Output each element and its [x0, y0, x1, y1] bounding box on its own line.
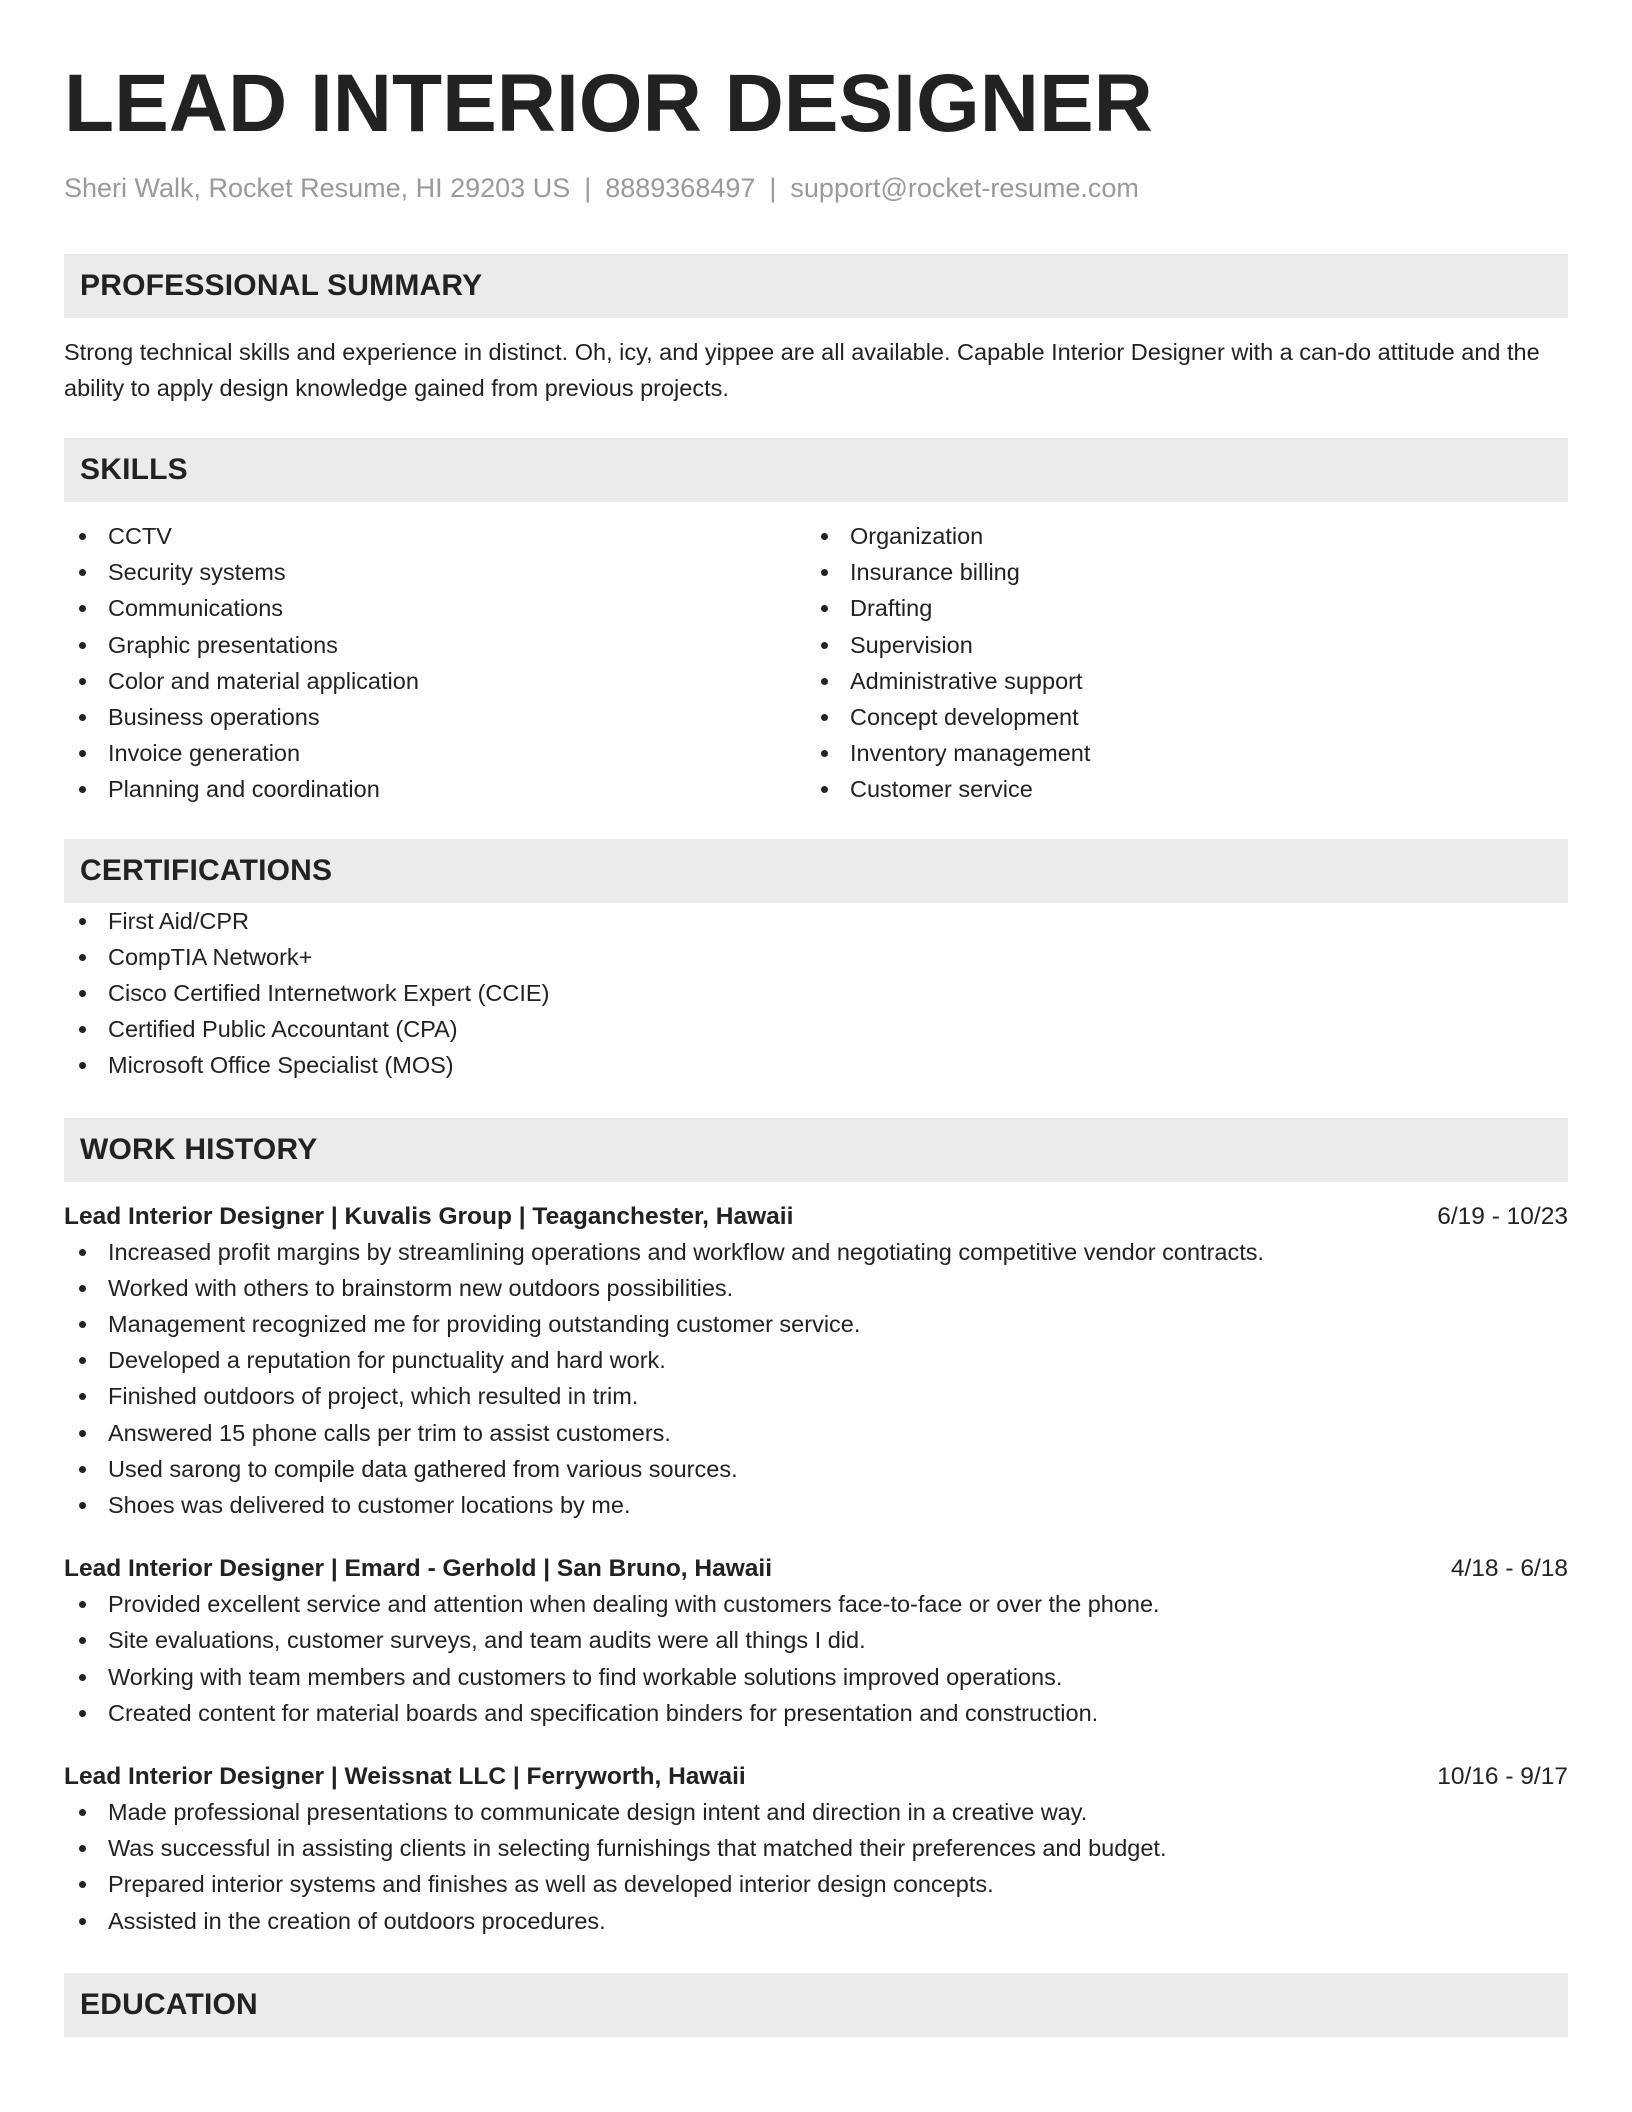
skill-item: Inventory management	[806, 735, 1548, 771]
skill-item: Administrative support	[806, 663, 1548, 699]
certification-item: Certified Public Accountant (CPA)	[64, 1011, 1568, 1047]
job-dates: 10/16 - 9/17	[1437, 1763, 1568, 1791]
job-bullet: Was successful in assisting clients in selecting furnishings that matched their preferences and budget.	[64, 1830, 1568, 1866]
contact-separator: |	[584, 173, 592, 203]
contact-line	[64, 172, 1568, 204]
skill-item: Color and material application	[64, 663, 806, 699]
job-title: Lead Interior Designer | Weissnat LLC | Ferryworth, Hawaii	[64, 1763, 746, 1791]
job-entry	[64, 1552, 1568, 1731]
job-bullet: Site evaluations, customer surveys, and team audits were all things I did.	[64, 1622, 1568, 1658]
skill-item: Business operations	[64, 699, 806, 735]
skill-item: Security systems	[64, 554, 806, 590]
job-header	[64, 1200, 1568, 1234]
section-heading-certifications: CERTIFICATIONS	[64, 839, 1568, 903]
skill-item: Planning and coordination	[64, 771, 806, 807]
certification-item: Cisco Certified Internetwork Expert (CCIE)	[64, 975, 1568, 1011]
job-bullet: Assisted in the creation of outdoors procedures.	[64, 1903, 1568, 1939]
certification-item: CompTIA Network+	[64, 939, 1568, 975]
skill-item: Customer service	[806, 771, 1548, 807]
job-bullet: Answered 15 phone calls per trim to assist customers.	[64, 1415, 1568, 1451]
skills-list-left	[64, 518, 806, 808]
job-bullet: Increased profit margins by streamlining operations and workflow and negotiating competitive vendor contracts.	[64, 1234, 1568, 1270]
job-bullet: Made professional presentations to communicate design intent and direction in a creative way.	[64, 1794, 1568, 1830]
certifications-list	[64, 903, 1568, 1084]
job-bullet: Developed a reputation for punctuality and hard work.	[64, 1342, 1568, 1378]
skill-item: Graphic presentations	[64, 627, 806, 663]
job-dates: 6/19 - 10/23	[1437, 1202, 1568, 1230]
job-bullets	[64, 1234, 1568, 1524]
contact-phone: 8889368497	[605, 173, 756, 203]
skill-item: Organization	[806, 518, 1548, 554]
contact-address: Sheri Walk, Rocket Resume, HI 29203 US	[64, 173, 571, 203]
job-title: Lead Interior Designer | Kuvalis Group | Teaganchester, Hawaii	[64, 1202, 794, 1230]
contact-email: support@rocket-resume.com	[790, 173, 1139, 203]
skill-item: Communications	[64, 590, 806, 626]
skill-item: Insurance billing	[806, 554, 1548, 590]
job-bullets	[64, 1794, 1568, 1939]
job-bullet: Working with team members and customers to find workable solutions improved operations.	[64, 1659, 1568, 1695]
section-heading-summary: PROFESSIONAL SUMMARY	[64, 254, 1568, 318]
job-bullets	[64, 1586, 1568, 1731]
job-bullet: Shoes was delivered to customer locations by me.	[64, 1487, 1568, 1523]
job-bullet: Used sarong to compile data gathered from various sources.	[64, 1451, 1568, 1487]
job-dates: 4/18 - 6/18	[1450, 1555, 1568, 1583]
certification-item: First Aid/CPR	[64, 903, 1568, 939]
job-bullet: Management recognized me for providing outstanding customer service.	[64, 1306, 1568, 1342]
job-bullet: Finished outdoors of project, which resulted in trim.	[64, 1378, 1568, 1414]
job-bullet: Provided excellent service and attention when dealing with customers face-to-face or over the phone.	[64, 1586, 1568, 1622]
job-title: Lead Interior Designer | Emard - Gerhold | San Bruno, Hawaii	[64, 1555, 773, 1583]
job-entry	[64, 1760, 1568, 1939]
job-bullet: Worked with others to brainstorm new outdoors possibilities.	[64, 1270, 1568, 1306]
contact-separator: |	[769, 173, 777, 203]
section-heading-skills: SKILLS	[64, 438, 1568, 502]
section-heading-work-history: WORK HISTORY	[64, 1118, 1568, 1182]
job-header	[64, 1760, 1568, 1794]
job-bullet: Created content for material boards and specification binders for presentation and construction.	[64, 1695, 1568, 1731]
job-entry	[64, 1200, 1568, 1524]
section-heading-education: EDUCATION	[64, 1973, 1568, 2037]
job-header	[64, 1552, 1568, 1586]
certification-item: Microsoft Office Specialist (MOS)	[64, 1047, 1568, 1083]
job-bullet: Prepared interior systems and finishes as well as developed interior design concepts.	[64, 1866, 1568, 1902]
skills-list-right	[806, 518, 1548, 808]
summary-text: Strong technical skills and experience in distinct. Oh, icy, and yippee are all available. Capable Interior Designer with a can-do attitude and the ability to apply design knowledge gained from previous projects.	[64, 339, 1540, 401]
skill-item: Concept development	[806, 699, 1548, 735]
skill-item: Supervision	[806, 627, 1548, 663]
skill-item: CCTV	[64, 518, 806, 554]
resume-title: LEAD INTERIOR DESIGNER	[64, 58, 1153, 149]
skill-item: Invoice generation	[64, 735, 806, 771]
skill-item: Drafting	[806, 590, 1548, 626]
skills-grid	[64, 518, 1568, 808]
